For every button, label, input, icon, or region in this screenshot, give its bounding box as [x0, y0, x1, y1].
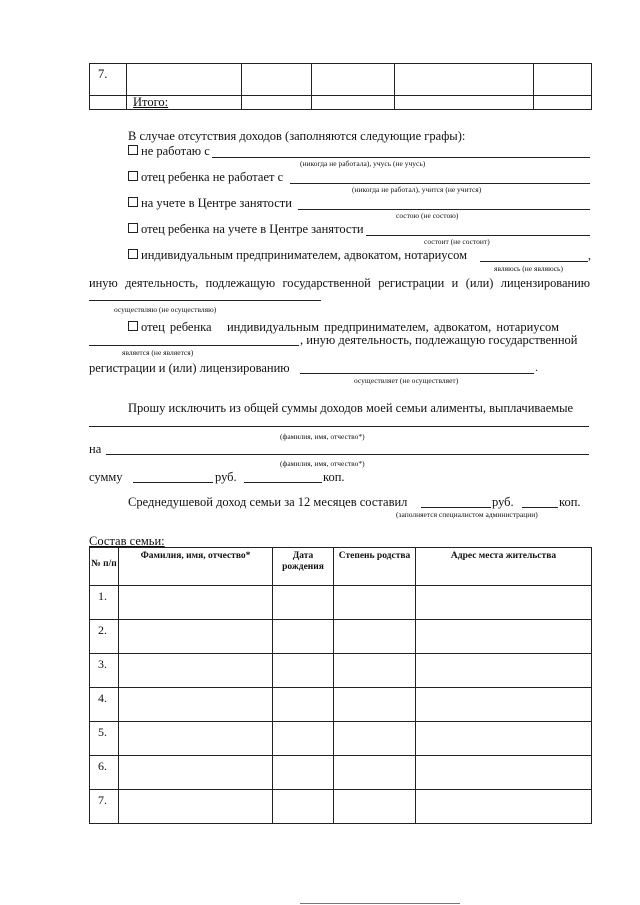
alimony-payer-field[interactable]	[89, 426, 589, 427]
family-row-number: 7.	[90, 790, 119, 824]
income-cell[interactable]	[312, 96, 395, 110]
comma: ,	[588, 248, 591, 262]
alimony-rub-field[interactable]	[133, 482, 213, 483]
family-relation-cell[interactable]	[334, 586, 416, 620]
family-title: Состав семьи:	[89, 534, 165, 548]
family-row-number: 4.	[90, 688, 119, 722]
father-entrepreneur-option[interactable]: отец ребенка индивидуальным предпринимателем, адвокатом, нотариусом	[128, 320, 590, 334]
income-cell[interactable]	[312, 64, 395, 96]
family-address-cell[interactable]	[416, 722, 592, 756]
family-relation-cell[interactable]	[334, 722, 416, 756]
family-table	[89, 547, 592, 824]
alimony-request: Прошу исключить из общей суммы доходов моей семьи алименты, выплачиваемые	[128, 401, 574, 415]
no-income-heading: В случае отсутствия доходов (заполняются следующие графы):	[128, 129, 466, 143]
income-cell	[90, 96, 127, 110]
employment-center-field[interactable]	[298, 209, 590, 210]
income-table	[89, 63, 592, 110]
family-row	[90, 620, 592, 654]
family-address-cell[interactable]	[416, 756, 592, 790]
family-birth-cell[interactable]	[273, 620, 334, 654]
family-birth-cell[interactable]	[273, 654, 334, 688]
average-income-rub-field[interactable]	[421, 507, 491, 508]
family-name-cell[interactable]	[119, 790, 273, 824]
family-row	[90, 790, 592, 824]
family-address-cell[interactable]	[416, 790, 592, 824]
father-other-activity-text: , иную деятельность, подлежащую государственной	[300, 333, 578, 347]
family-address-cell[interactable]	[416, 688, 592, 722]
not-working-hint: (никогда не работала), учусь (не учусь)	[300, 159, 426, 168]
alimony-kop-field[interactable]	[244, 482, 322, 483]
header-birth: Дата рождения	[273, 548, 334, 586]
family-relation-cell[interactable]	[334, 790, 416, 824]
father-registration-text: регистрации и (или) лицензированию	[89, 361, 290, 375]
average-income-hint: (заполняется специалистом администрации)	[396, 510, 538, 519]
family-relation-cell[interactable]	[334, 756, 416, 790]
family-name-cell[interactable]	[119, 654, 273, 688]
entrepreneur-hint: являюсь (не являюсь)	[494, 264, 563, 273]
income-cell[interactable]	[534, 96, 592, 110]
father-registration-field[interactable]	[300, 373, 534, 374]
family-birth-cell[interactable]	[273, 756, 334, 790]
header-relation: Степень родства	[334, 548, 416, 586]
father-registration-hint: осуществляет (не осуществляет)	[354, 376, 459, 385]
father-entrepreneur-field[interactable]	[89, 345, 299, 346]
family-row	[90, 586, 592, 620]
income-cell[interactable]	[242, 64, 312, 96]
family-row-number: 3.	[90, 654, 119, 688]
family-relation-cell[interactable]	[334, 688, 416, 722]
page-edge-mark	[300, 903, 460, 904]
checkbox-icon[interactable]	[128, 321, 138, 331]
family-name-cell[interactable]	[119, 586, 273, 620]
family-row	[90, 688, 592, 722]
average-income-rub-label: руб.	[492, 495, 514, 509]
entrepreneur-option[interactable]: индивидуальным предпринимателем, адвокатом, нотариусом	[128, 248, 467, 262]
checkbox-icon[interactable]	[128, 197, 138, 207]
family-row	[90, 654, 592, 688]
employment-center-hint: состою (не состою)	[396, 211, 459, 220]
checkbox-icon[interactable]	[128, 223, 138, 233]
alimony-rub-label: руб.	[215, 470, 237, 484]
other-activity-hint: осуществляю (не осуществляю)	[114, 305, 217, 314]
family-birth-cell[interactable]	[273, 586, 334, 620]
header-number: № п/п	[90, 548, 119, 586]
family-name-cell[interactable]	[119, 688, 273, 722]
average-income-kop-label: коп.	[559, 495, 581, 509]
family-birth-cell[interactable]	[273, 688, 334, 722]
employment-center-option[interactable]: на учете в Центре занятости	[128, 196, 292, 210]
father-not-working-hint: (никогда не работал), учится (не учится)	[352, 185, 482, 194]
family-row-number: 5.	[90, 722, 119, 756]
alimony-on-label: на	[89, 442, 102, 456]
father-not-working-option[interactable]: отец ребенка не работает с	[128, 170, 283, 184]
family-row	[90, 722, 592, 756]
father-employment-center-option[interactable]: отец ребенка на учете в Центре занятости	[128, 222, 364, 236]
father-not-working-field[interactable]	[290, 183, 590, 184]
total-label: Итого:	[127, 96, 242, 110]
family-address-cell[interactable]	[416, 586, 592, 620]
family-address-cell[interactable]	[416, 654, 592, 688]
income-cell[interactable]	[242, 96, 312, 110]
period: .	[535, 360, 538, 374]
alimony-kop-label: коп.	[323, 470, 345, 484]
family-address-cell[interactable]	[416, 620, 592, 654]
income-cell[interactable]	[534, 64, 592, 96]
header-name: Фамилия, имя, отчество*	[119, 548, 273, 586]
income-cell[interactable]	[127, 64, 242, 96]
other-activity-text: иную деятельность, подлежащую государственной регистрации и (или) лицензированию	[89, 276, 590, 290]
alimony-payer-hint: (фамилия, имя, отчество*)	[280, 432, 365, 441]
checkbox-icon[interactable]	[128, 145, 138, 155]
family-name-cell[interactable]	[119, 756, 273, 790]
other-activity-field[interactable]	[89, 300, 321, 301]
income-cell[interactable]	[395, 96, 534, 110]
checkbox-icon[interactable]	[128, 171, 138, 181]
father-employment-center-hint: состоит (не состоит)	[424, 237, 490, 246]
header-address: Адрес места жительства	[416, 548, 592, 586]
family-birth-cell[interactable]	[273, 790, 334, 824]
not-working-option[interactable]: не работаю с	[128, 144, 210, 158]
income-cell[interactable]	[395, 64, 534, 96]
father-employment-center-field[interactable]	[366, 235, 590, 236]
family-row	[90, 756, 592, 790]
family-name-cell[interactable]	[119, 722, 273, 756]
family-row-number: 2.	[90, 620, 119, 654]
income-row-number: 7.	[90, 64, 127, 96]
average-income-text: Среднедушевой доход семьи за 12 месяцев составил	[128, 495, 408, 509]
alimony-recipient-field[interactable]	[106, 454, 589, 455]
entrepreneur-field[interactable]	[480, 261, 588, 262]
family-name-cell[interactable]	[119, 620, 273, 654]
average-income-kop-field[interactable]	[522, 507, 558, 508]
not-working-field[interactable]	[212, 157, 590, 158]
alimony-recipient-hint: (фамилия, имя, отчество*)	[280, 459, 365, 468]
father-entrepreneur-hint: является (не является)	[122, 348, 194, 357]
alimony-sum-label: сумму	[89, 470, 123, 484]
family-birth-cell[interactable]	[273, 722, 334, 756]
family-relation-cell[interactable]	[334, 654, 416, 688]
family-row-number: 1.	[90, 586, 119, 620]
checkbox-icon[interactable]	[128, 249, 138, 259]
family-row-number: 6.	[90, 756, 119, 790]
family-relation-cell[interactable]	[334, 620, 416, 654]
